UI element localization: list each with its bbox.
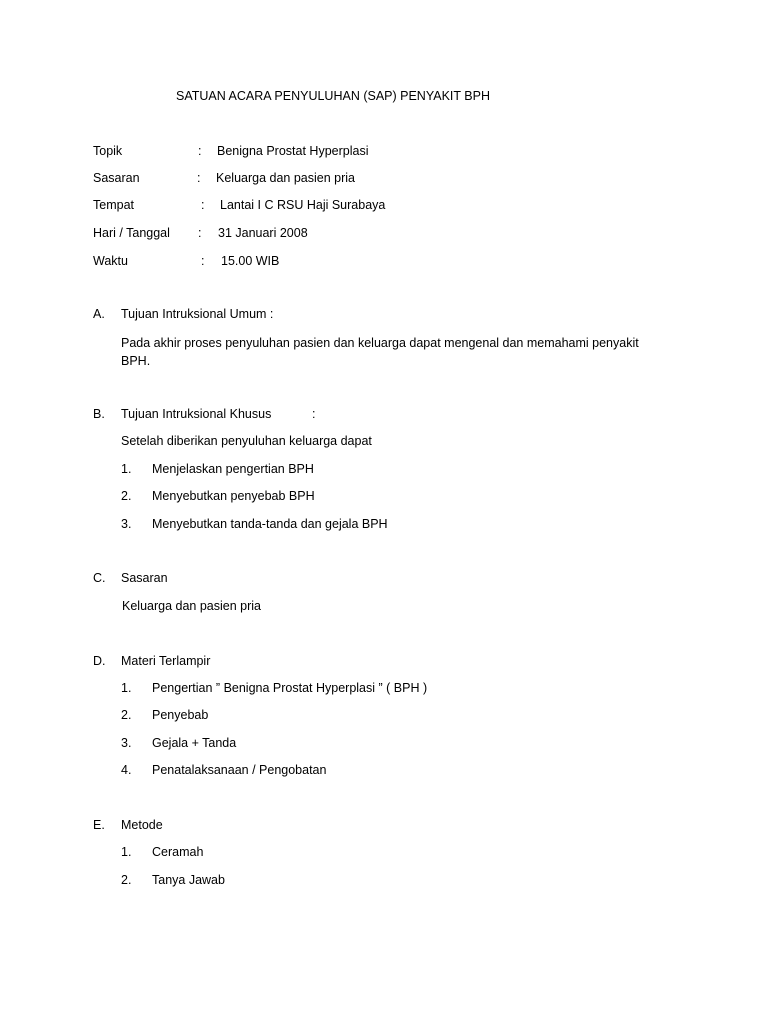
info-colon: : [198, 144, 202, 158]
section-letter: B. [93, 407, 105, 421]
list-number: 2. [121, 489, 132, 503]
list-number: 2. [121, 708, 132, 722]
document-title: SATUAN ACARA PENYULUHAN (SAP) PENYAKIT BPH [176, 89, 490, 103]
list-number: 1. [121, 462, 132, 476]
info-label: Tempat [93, 198, 134, 212]
section-intro: Setelah diberikan penyuluhan keluarga dapat [121, 434, 372, 448]
list-number: 1. [121, 845, 132, 859]
list-text: Menjelaskan pengertian BPH [152, 462, 314, 476]
info-value: Benigna Prostat Hyperplasi [217, 144, 369, 158]
list-number: 1. [121, 681, 132, 695]
list-number: 3. [121, 736, 132, 750]
list-text: Gejala + Tanda [152, 736, 237, 750]
info-colon: : [197, 171, 201, 185]
section-letter: A. [93, 307, 105, 321]
section-body: Pada akhir proses penyuluhan pasien dan keluarga dapat mengenal dan memahami penyakit BPH. [121, 336, 639, 368]
info-value: 31 Januari 2008 [218, 226, 308, 240]
section-heading: Tujuan Intruksional Khusus [121, 407, 272, 421]
info-label: Waktu [93, 254, 128, 268]
section-heading: Sasaran [121, 571, 168, 585]
list-text: Menyebutkan tanda-tanda dan gejala BPH [152, 517, 388, 531]
info-label: Sasaran [93, 171, 140, 185]
list-number: 3. [121, 517, 132, 531]
info-value: 15.00 WIB [221, 254, 280, 268]
info-value: Lantai I C RSU Haji Surabaya [220, 198, 386, 212]
list-text: Tanya Jawab [152, 873, 225, 887]
section-heading-colon: : [312, 407, 316, 421]
section-heading: Materi Terlampir [121, 654, 211, 668]
list-text: Penyebab [152, 708, 209, 722]
info-value: Keluarga dan pasien pria [216, 171, 355, 185]
list-number: 4. [121, 763, 132, 777]
section-letter: E. [93, 818, 105, 832]
info-colon: : [201, 254, 205, 268]
section-heading: Metode [121, 818, 163, 832]
section-letter: C. [93, 571, 106, 585]
list-text: Pengertian ” Benigna Prostat Hyperplasi ” ( BPH ) [152, 681, 428, 695]
info-colon: : [201, 198, 205, 212]
list-number: 2. [121, 873, 132, 887]
list-text: Menyebutkan penyebab BPH [152, 489, 315, 503]
list-text: Penatalaksanaan / Pengobatan [152, 763, 327, 777]
list-text: Ceramah [152, 845, 204, 859]
info-label: Topik [93, 144, 123, 158]
section-body: Keluarga dan pasien pria [122, 599, 261, 613]
section-heading: Tujuan Intruksional Umum : [121, 307, 274, 321]
info-colon: : [198, 226, 202, 240]
section-letter: D. [93, 654, 106, 668]
info-label: Hari / Tanggal [93, 226, 170, 240]
